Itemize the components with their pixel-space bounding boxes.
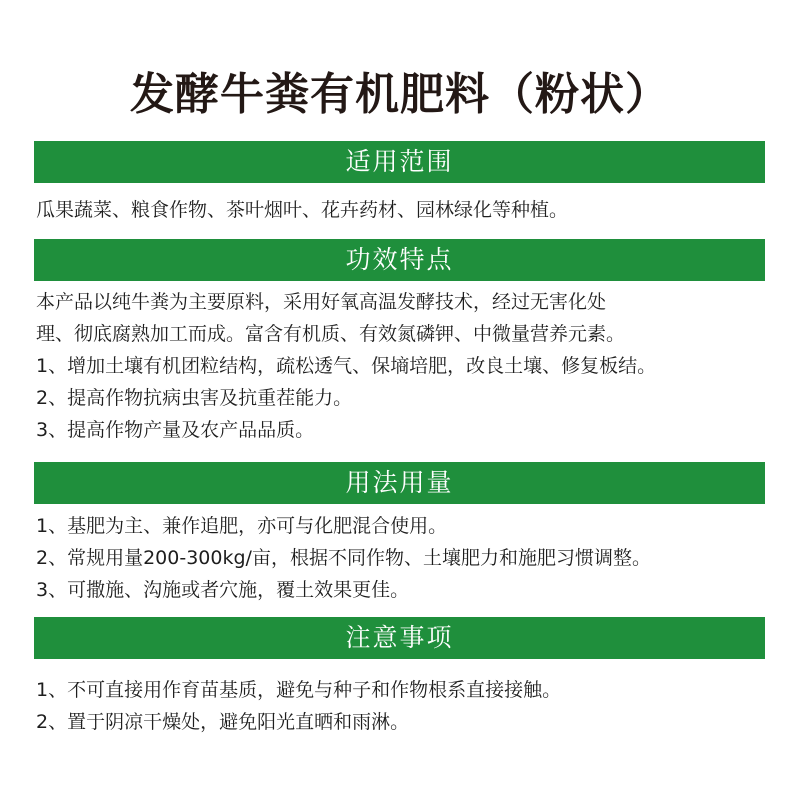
usage-line-1: 1、基肥为主、兼作追肥，亦可与化肥混合使用。 xyxy=(36,515,448,537)
section-header-precautions: 注意事项 xyxy=(34,617,765,659)
features-line-4: 2、提高作物抗病虫害及抗重茬能力。 xyxy=(36,387,353,409)
features-line-3: 1、增加土壤有机团粒结构，疏松透气、保墒培肥，改良土壤、修复板结。 xyxy=(36,355,657,377)
features-line-2: 理、彻底腐熟加工而成。富含有机质、有效氮磷钾、中微量营养元素。 xyxy=(36,323,626,345)
precautions-line-2: 2、置于阴凉干燥处，避免阳光直晒和雨淋。 xyxy=(36,711,410,733)
section-header-usage: 用法用量 xyxy=(34,462,765,504)
section-header-features: 功效特点 xyxy=(34,239,765,281)
features-line-1: 本产品以纯牛粪为主要原料，采用好氧高温发酵技术，经过无害化处 xyxy=(36,291,607,313)
precautions-line-1: 1、不可直接用作育苗基质，避免与种子和作物根系直接接触。 xyxy=(36,679,562,701)
usage-line-3: 3、可撒施、沟施或者穴施，覆土效果更佳。 xyxy=(36,579,410,601)
features-line-5: 3、提高作物产量及农产品品质。 xyxy=(36,419,315,441)
page-title: 发酵牛粪有机肥料（粉状） xyxy=(130,69,670,120)
usage-line-2: 2、常规用量200-300kg/亩，根据不同作物、土壤肥力和施肥习惯调整。 xyxy=(36,547,651,569)
section-header-scope: 适用范围 xyxy=(34,141,765,183)
scope-text: 瓜果蔬菜、粮食作物、茶叶烟叶、花卉药材、园林绿化等种植。 xyxy=(36,199,569,221)
